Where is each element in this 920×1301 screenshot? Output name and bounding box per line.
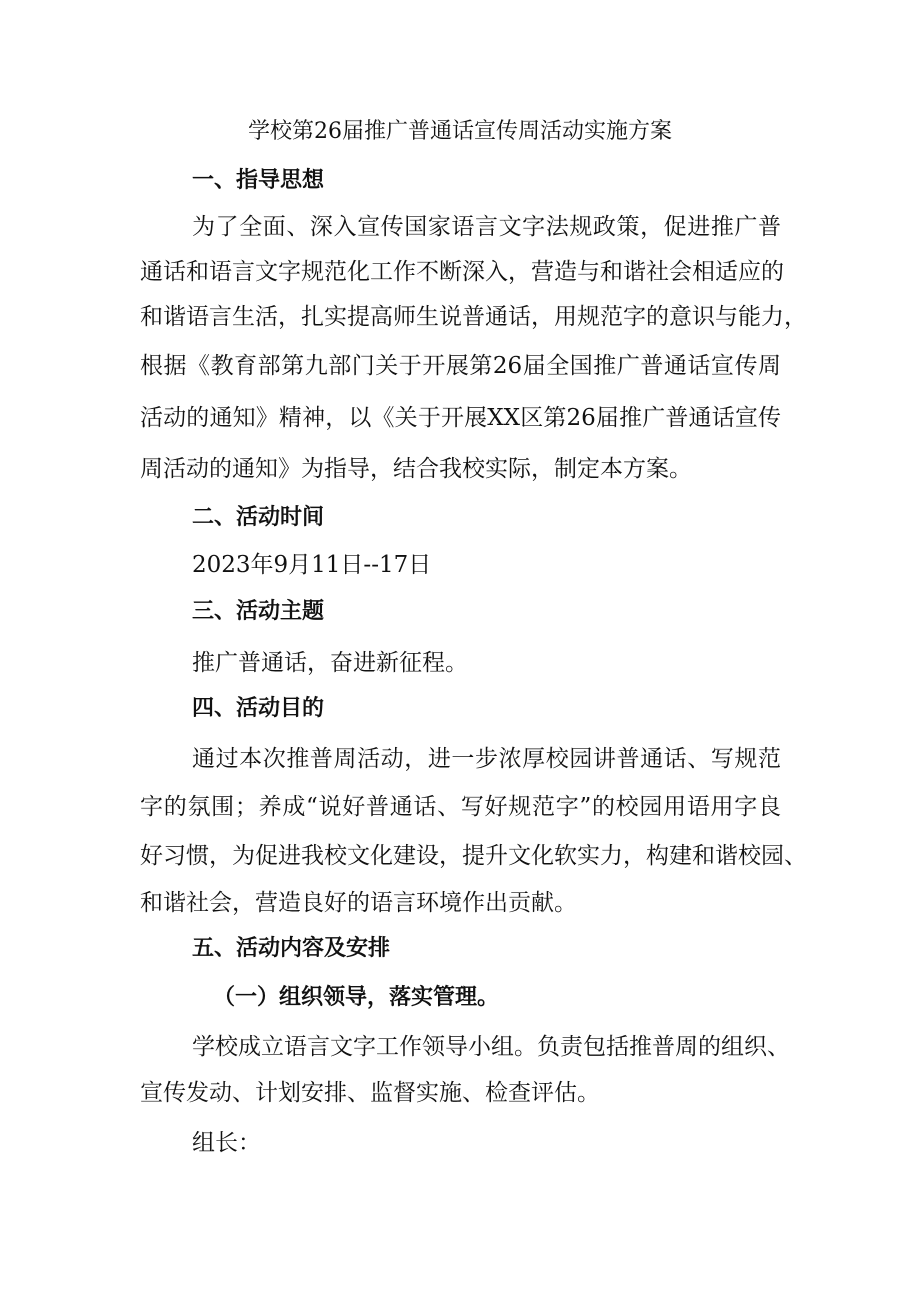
paragraph-line: 好习惯，为促进我校文化建设，提升文化软实力，构建和谐校园、 (140, 843, 807, 869)
paragraph-line: 和谐语言生活，扎实提高师生说普通话，用规范字的意识与能力， (140, 304, 807, 330)
paragraph-line: 活动的通知》精神，以《关于开展XX区第26届推广普通话宣传 (140, 405, 781, 431)
section-heading-activity-purpose: 四、活动目的 (192, 696, 325, 721)
section-heading-activity-time: 二、活动时间 (192, 505, 325, 530)
section-heading-activity-theme: 三、活动主题 (192, 599, 325, 624)
document-title: 学校第26届推广普通话宣传周活动实施方案 (248, 119, 672, 144)
paragraph-line: 为了全面、深入宣传国家语言文字法规政策，促进推广普 (192, 214, 781, 240)
paragraph-line: 宣传发动、计划安排、监督实施、检查评估。 (140, 1080, 600, 1106)
group-leader-label: 组长： (192, 1130, 261, 1156)
paragraph-line: 字的氛围；养成“说好普通话、写好规范字”的校园用语用字良 (140, 794, 781, 820)
activity-theme-text: 推广普通话，奋进新征程。 (192, 650, 468, 676)
paragraph-line: 和谐社会，营造良好的语言环境作出贡献。 (140, 890, 577, 916)
section-heading-activity-content: 五、活动内容及安排 (192, 936, 391, 961)
paragraph-line: 通过本次推普周活动，进一步浓厚校园讲普通话、写规范 (192, 746, 781, 772)
activity-dates: 2023年9月11日--17日 (192, 552, 432, 578)
section-heading-guiding-ideology: 一、指导思想 (192, 168, 325, 193)
paragraph-line: 周活动的通知》为指导，结合我校实际，制定本方案。 (140, 456, 692, 482)
paragraph-line: 根据《教育部第九部门关于开展第26届全国推广普通话宣传周 (140, 353, 781, 379)
paragraph-line: 学校成立语言文字工作领导小组。负责包括推普周的组织、 (192, 1034, 790, 1060)
subsection-heading-organization: （一）组织领导，落实管理。 (213, 985, 500, 1010)
paragraph-line: 通话和语言文字规范化工作不断深入，营造与和谐社会相适应的 (140, 259, 784, 285)
